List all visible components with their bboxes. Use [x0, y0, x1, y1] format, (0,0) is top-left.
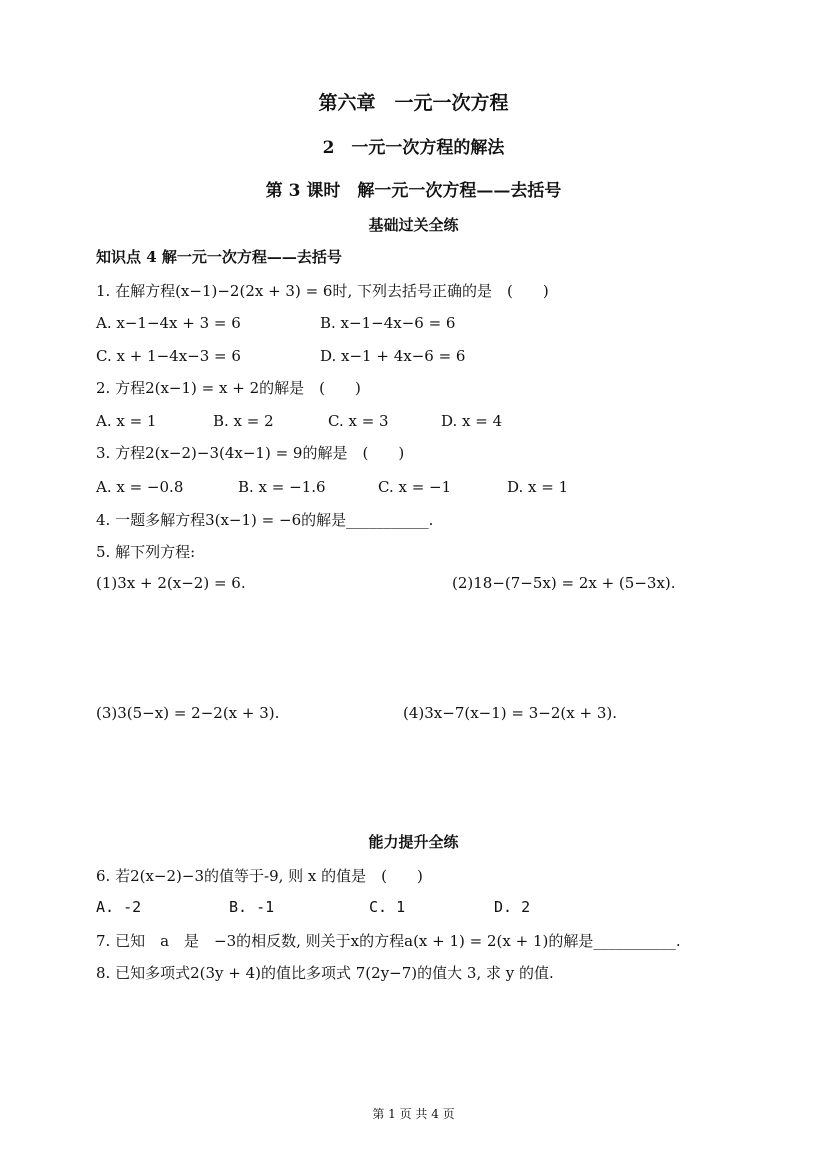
question-8-stem: 8. 已知多项式2(3y + 4)的值比多项式 7(2y−7)的值大 3, 求 y 的值.: [96, 964, 554, 982]
question-1-option-a: A. x−1−4x + 3 = 6: [96, 314, 241, 332]
question-5-part-4: (4)3x−7(x−1) = 3−2(x + 3).: [403, 704, 617, 722]
part-title-advanced: 能力提升全练: [368, 833, 459, 851]
question-6-option-c: C. 1: [369, 898, 406, 916]
question-3-option-d: D. x = 1: [507, 478, 569, 496]
question-7-stem: 7. 已知 a 是 −3的相反数, 则关于x的方程a(x + 1) = 2(x + 1)的解是___________.: [96, 932, 681, 950]
question-3-option-a: A. x = −0.8: [96, 478, 184, 496]
question-5-stem: 5. 解下列方程:: [96, 543, 196, 561]
question-6-option-d: D. 2: [494, 898, 531, 916]
question-2-option-a: A. x = 1: [96, 412, 157, 430]
question-2-option-b: B. x = 2: [213, 412, 274, 430]
question-2-option-c: C. x = 3: [328, 412, 389, 430]
page-footer: 第 1 页 共 4 页: [372, 1107, 455, 1121]
question-3-option-c: C. x = −1: [378, 478, 452, 496]
question-3-option-b: B. x = −1.6: [238, 478, 326, 496]
question-1-stem: 1. 在解方程(x−1)−2(2x + 3) = 6时, 下列去括号正确的是 ( ): [96, 282, 549, 300]
knowledge-point-heading: 知识点 4 解一元一次方程——去括号: [96, 248, 342, 266]
question-2-option-d: D. x = 4: [441, 412, 503, 430]
question-1-option-d: D. x−1 + 4x−6 = 6: [320, 347, 466, 365]
chapter-title: 第六章 一元一次方程: [318, 92, 509, 114]
question-5-part-2: (2)18−(7−5x) = 2x + (5−3x).: [452, 574, 676, 592]
question-1-option-c: C. x + 1−4x−3 = 6: [96, 347, 241, 365]
question-5-part-1: (1)3x + 2(x−2) = 6.: [96, 574, 246, 592]
question-1-option-b: B. x−1−4x−6 = 6: [320, 314, 456, 332]
lesson-title: 第 3 课时 解一元一次方程——去括号: [265, 181, 562, 201]
question-2-stem: 2. 方程2(x−1) = x + 2的解是 ( ): [96, 379, 361, 397]
section-title: 2 一元一次方程的解法: [322, 138, 505, 158]
question-6-option-a: A. -2: [96, 898, 142, 916]
question-4-stem: 4. 一题多解方程3(x−1) = −6的解是___________.: [96, 511, 434, 529]
question-3-stem: 3. 方程2(x−2)−3(4x−1) = 9的解是 ( ): [96, 444, 405, 462]
question-6-option-b: B. -1: [229, 898, 275, 916]
question-5-part-3: (3)3(5−x) = 2−2(x + 3).: [96, 704, 280, 722]
question-6-stem: 6. 若2(x−2)−3的值等于-9, 则 x 的值是 ( ): [96, 867, 423, 885]
part-title-basic: 基础过关全练: [368, 216, 459, 234]
